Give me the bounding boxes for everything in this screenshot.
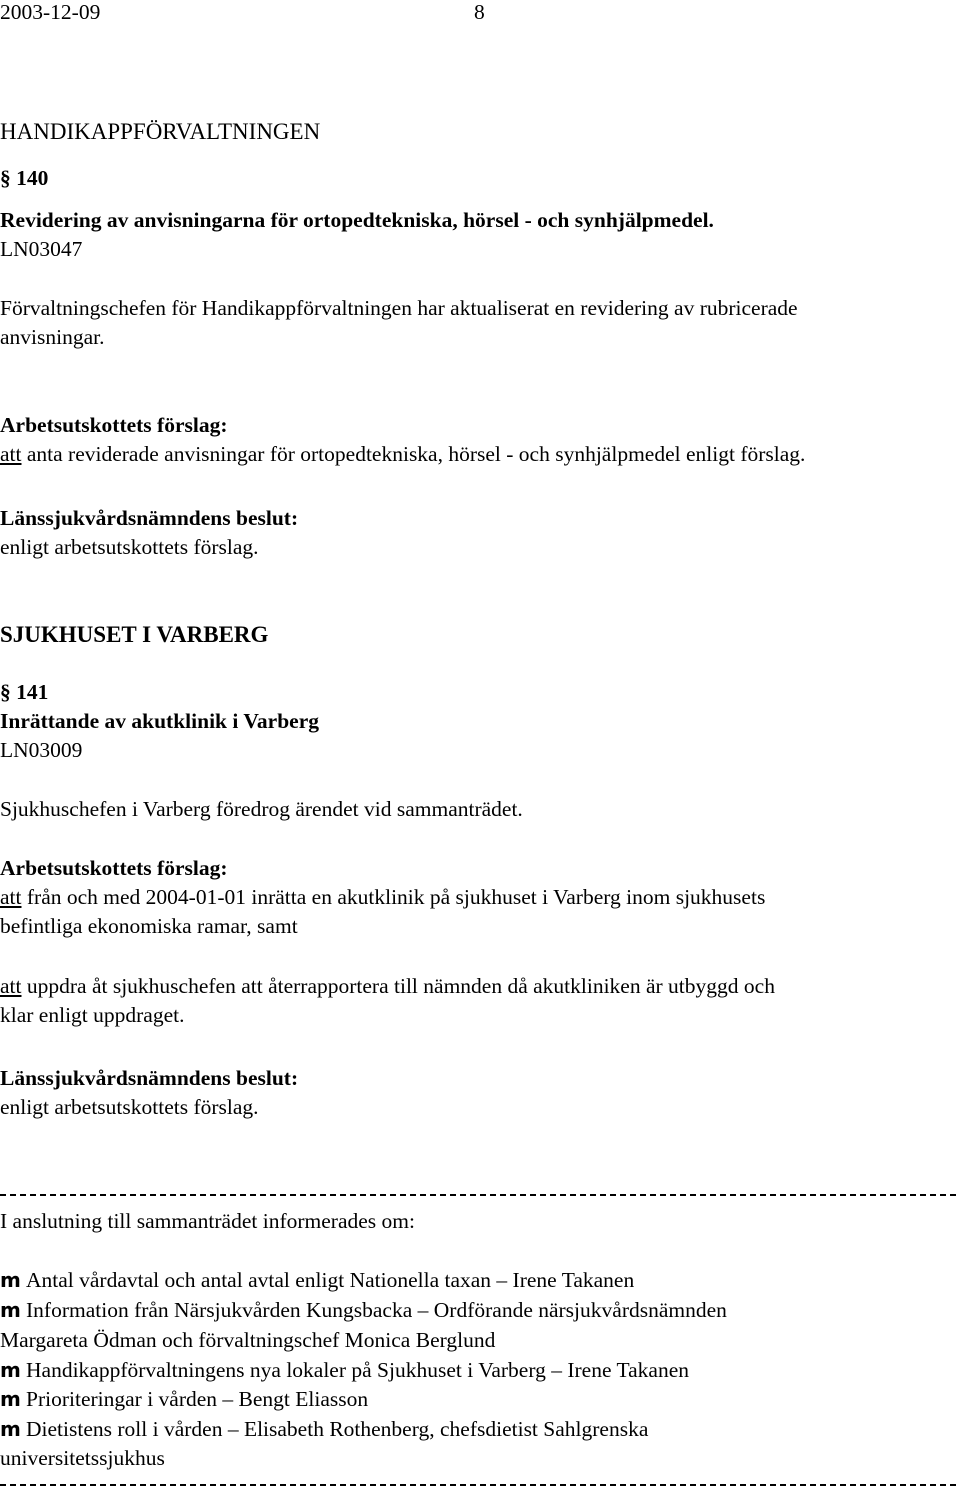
info-item-text-cont: Margareta Ödman och förvaltningschef Monica Berglund	[0, 1328, 496, 1352]
bullet-icon: m	[0, 1268, 21, 1292]
info-item-text-cont: universitetssjukhus	[0, 1446, 165, 1470]
info-item-text: Handikappförvaltningens nya lokaler på Sjukhuset i Varberg – Irene Takanen	[26, 1358, 690, 1382]
proposal-text-cont: befintliga ekonomiska ramar, samt	[0, 914, 298, 938]
body-text-line: Sjukhuschefen i Varberg föredrog ärendet vid sammanträdet.	[0, 797, 523, 821]
bullet-icon: m	[0, 1417, 21, 1441]
proposal-text-cont: klar enligt uppdraget.	[0, 1003, 185, 1027]
bullet-icon: m	[0, 1298, 21, 1322]
info-item-text: Dietistens roll i vården – Elisabeth Rothenberg, chefsdietist Sahlgrenska	[26, 1417, 649, 1441]
info-item-text: Information från Närsjukvården Kungsbacka – Ordförande närsjukvårdsnämnden	[26, 1298, 727, 1322]
att-keyword: att	[0, 974, 22, 998]
case-number: 140	[16, 166, 49, 190]
info-item	[0, 1415, 648, 1445]
case-number-140	[0, 164, 48, 194]
section-heading-varberg: SJUKHUSET I VARBERG	[0, 622, 269, 647]
info-item-text: Prioriteringar i vården – Bengt Eliasson	[26, 1387, 369, 1411]
info-item	[0, 1266, 634, 1296]
bullet-icon: m	[0, 1387, 21, 1411]
info-item	[0, 1385, 368, 1415]
att-keyword: att	[0, 885, 22, 909]
decision-text: enligt arbetsutskottets förslag.	[0, 535, 259, 559]
case-title: Inrättande av akutklinik i Varberg	[0, 709, 319, 733]
proposal-text	[0, 972, 775, 1002]
case-number: 141	[16, 680, 49, 704]
att-keyword: att	[0, 442, 22, 466]
bullet-icon: m	[0, 1358, 21, 1382]
proposal-text	[0, 440, 805, 470]
case-reference: LN03009	[0, 738, 83, 762]
info-intro: I anslutning till sammanträdet informerades om:	[0, 1209, 415, 1233]
body-text-line: anvisningar.	[0, 325, 105, 349]
decision-label: Länssjukvårdsnämndens beslut:	[0, 506, 299, 530]
proposal-label: Arbetsutskottets förslag:	[0, 856, 228, 880]
proposal-body: från och med 2004-01-01 inrätta en akutklinik på sjukhuset i Varberg inom sjukhusets	[21, 885, 766, 909]
proposal-body: uppdra åt sjukhuschefen att återrapportera till nämnden då akutkliniken är utbyggd och	[21, 974, 775, 998]
case-number-141	[0, 678, 48, 708]
section-heading-handikapp: HANDIKAPPFÖRVALTNINGEN	[0, 119, 321, 144]
body-text-line: Förvaltningschefen för Handikappförvaltningen har aktualiserat en revidering av rubricerade	[0, 296, 798, 320]
info-item-text: Antal vårdavtal och antal avtal enligt Nationella taxan – Irene Takanen	[26, 1268, 635, 1292]
header-date: 2003-12-09	[0, 0, 101, 24]
decision-text: enligt arbetsutskottets förslag.	[0, 1095, 259, 1119]
proposal-body: anta reviderade anvisningar för ortopedtekniska, hörsel - och synhjälpmedel enligt förslag.	[21, 442, 806, 466]
page-number: 8	[474, 0, 485, 24]
case-title: Revidering av anvisningarna för ortopedtekniska, hörsel - och synhjälpmedel.	[0, 208, 714, 232]
proposal-text	[0, 883, 765, 913]
info-item	[0, 1296, 727, 1326]
case-reference: LN03047	[0, 237, 83, 261]
decision-label: Länssjukvårdsnämndens beslut:	[0, 1066, 299, 1090]
info-item	[0, 1356, 689, 1386]
paragraph-symbol: §	[0, 680, 11, 704]
paragraph-symbol: §	[0, 166, 11, 190]
proposal-label: Arbetsutskottets förslag:	[0, 413, 228, 437]
dashed-divider	[0, 1194, 956, 1208]
dashed-divider	[0, 1484, 956, 1498]
